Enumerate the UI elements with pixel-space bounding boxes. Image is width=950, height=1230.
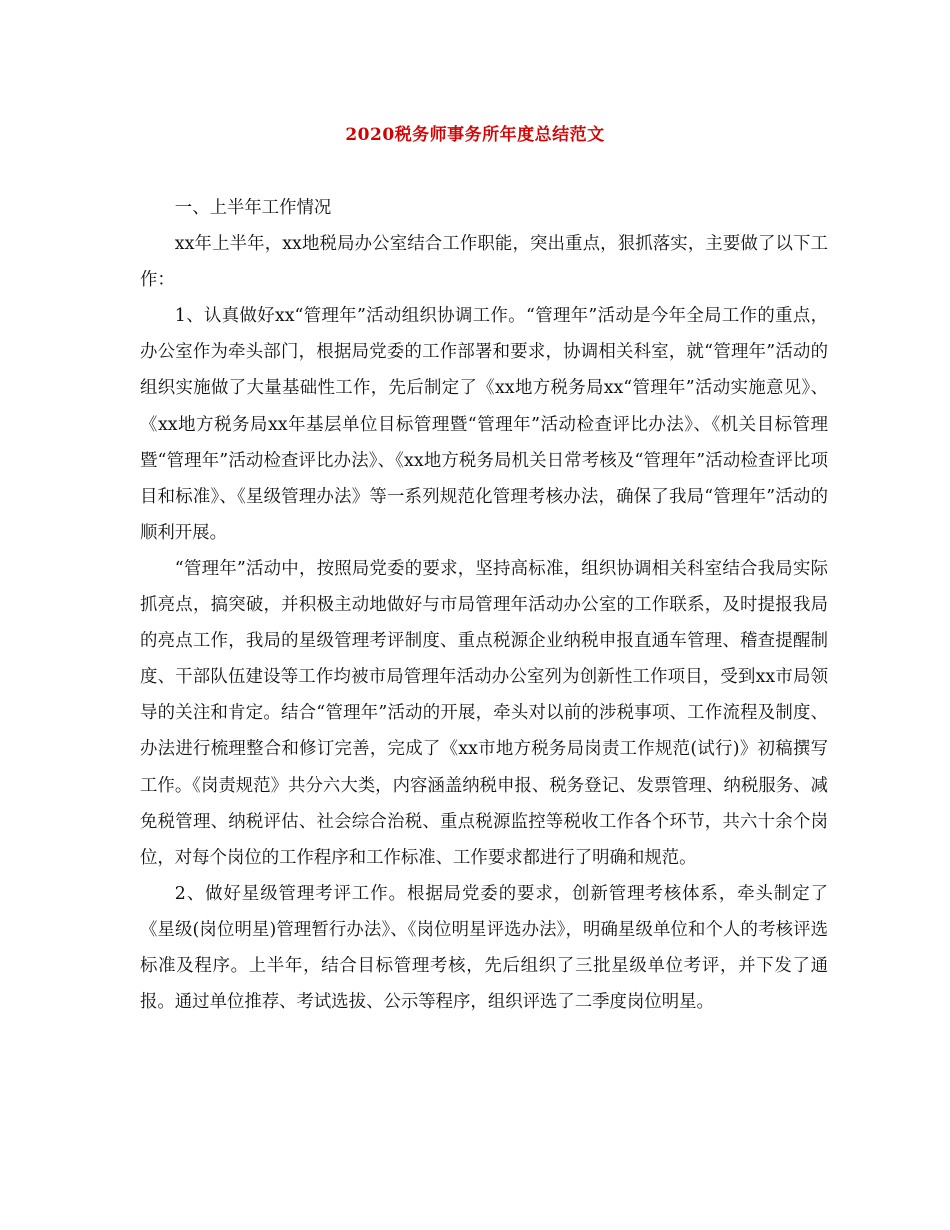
paragraph: 2、做好星级管理考评工作。根据局党委的要求，创新管理考核体系，牵头制定了《星级(岗位明星)管理暂行办法》、《岗位明星评选办法》，明确星级单位和个人的考核评选标准及程序。上半年，结合目标管理考核，先后组织了三批星级单位考评，并下发了通报。通过单位推荐、考试选拔、公示等程序，组织评选了二季度岗位明星。 bbox=[140, 883, 828, 1013]
document-body bbox=[140, 190, 828, 1020]
paragraph: 1、认真做好xx“管理年”活动组织协调工作。“管理年”活动是今年全局工作的重点，办公室作为牵头部门，根据局党委的工作部署和要求，协调相关科室，就“管理年”活动的组织实施做了大量基础性工作，先后制定了《xx地方税务局xx“管理年”活动实施意见》、《xx地方税务局xx年基层单位目标管理暨“管理年”活动检查评比办法》、《机关目标管理暨“管理年”活动检查评比办法》、《xx地方税务局机关日常考核及“管理年”活动检查评比项目和标准》、《星级管理办法》等一系列规范化管理考核办法，确保了我局“管理年”活动的顺利开展。 bbox=[140, 306, 828, 543]
paragraph: “管理年”活动中，按照局党委的要求，坚持高标准，组织协调相关科室结合我局实际抓亮点，搞突破，并积极主动地做好与市局管理年活动办公室的工作联系，及时提报我局的亮点工作，我局的星级管理考评制度、重点税源企业纳税申报直通车管理、稽查提醒制度、干部队伍建设等工作均被市局管理年活动办公室列为创新性工作项目，受到xx市局领导的关注和肯定。结合“管理年”活动的开展，牵头对以前的涉税事项、工作流程及制度、办法进行梳理整合和修订完善，完成了《xx市地方税务局岗责工作规范(试行)》初稿撰写工作。《岗责规范》共分六大类，内容涵盖纳税申报、税务登记、发票管理、纳税服务、减免税管理、纳税评估、社会综合治税、重点税源监控等税收工作各个环节，共六十余个岗位，对每个岗位的工作程序和工作标准、工作要求都进行了明确和规范。 bbox=[140, 558, 828, 868]
document-title: 2020税务师事务所年度总结范文 bbox=[345, 125, 605, 145]
paragraph: xx年上半年，xx地税局办公室结合工作职能，突出重点，狠抓落实，主要做了以下工作： bbox=[140, 234, 828, 291]
section-heading: 一、上半年工作情况 bbox=[174, 198, 332, 218]
